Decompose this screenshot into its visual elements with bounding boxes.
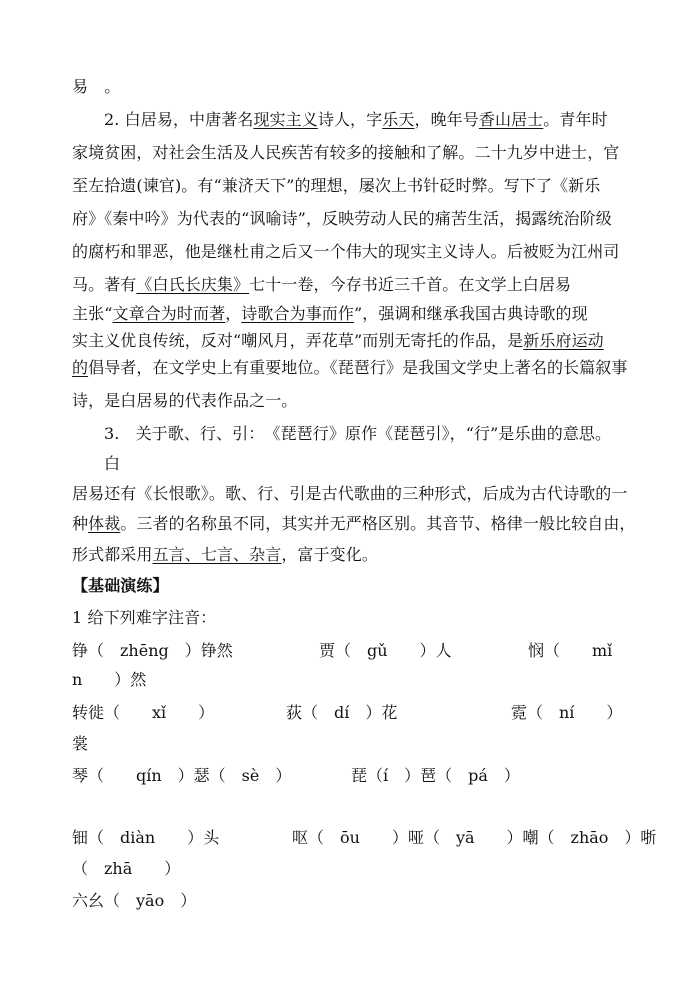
pinyin-item: 荻（ dí ）花	[286, 703, 398, 722]
pinyin-item: 呕（ ōu ）哑（ yā ）嘲（ zhāo ）哳	[292, 828, 657, 847]
term-xiangshan: 香山居士	[478, 110, 544, 129]
quote-2: 诗歌合为事而作	[241, 304, 354, 323]
pinyin-item: 霓（ ní ）	[511, 703, 623, 722]
item-2-line-4: 府》《秦中吟》为代表的“讽喻诗”，反映劳动人民的痛苦生活，揭露统治阶级	[72, 209, 612, 228]
book-title: 《白氏长庆集》	[136, 275, 250, 294]
pinyin-wrap: n ）然	[72, 670, 147, 689]
item-3-line-1: 3. 关于歌、行、引： 《琵琶行》原作《琵琶引》，“行”是乐曲的意思。	[104, 424, 612, 443]
item-2-line-5: 的腐朽和罪恶，他是继杜甫之后又一个伟大的现实主义诗人。后被贬为江州司	[72, 242, 620, 261]
term-letian: 乐天	[382, 110, 415, 129]
item-2-line-2: 家境贫困，对社会生活及人民疾苦有较多的接触和了解。二十九岁中进士，官	[72, 143, 620, 162]
item-2-line-7: 主张“文章合为时而著，诗歌合为事而作”，强调和继承我国古典诗歌的现	[72, 304, 588, 323]
item-3-line-3: 居易还有《长恨歌》。歌、行、引是古代歌曲的三种形式，后成为古代诗歌的一	[72, 484, 628, 503]
pinyin-wrap: 裳	[72, 734, 89, 753]
pinyin-item: 铮（ zhēng ）铮然	[72, 641, 233, 660]
item-2-line-6: 马。著有《白氏长庆集》七十一卷，今存书近三千首。在文学上白居易	[72, 275, 572, 294]
pinyin-item: 转徙（ xǐ ）	[72, 703, 215, 722]
question-1-title: 1 给下列难字注音：	[72, 608, 217, 627]
item-2-line-8: 实主义优良传统，反对“嘲风月，弄花草”而别无寄托的作品，是新乐府运动	[72, 331, 604, 350]
quote-1: 文章合为时而著	[112, 304, 226, 323]
item-2-line-9: 的倡导者，在文学史上有重要地位。《琵琶行》是我国文学史上著名的长篇叙事	[72, 358, 628, 377]
term-forms: 五言、七言、杂言	[152, 545, 282, 564]
paragraph-line: 易 。	[72, 77, 121, 96]
pinyin-item: 琵（í ）琶（ pá ）	[351, 766, 520, 785]
term-genre: 体裁	[88, 514, 121, 533]
term-realism: 现实主义	[253, 110, 318, 129]
item-3-line-5: 形式都采用五言、七言、杂言，富于变化。	[72, 545, 378, 564]
item-2-line-10: 诗，是白居易的代表作品之一。	[72, 391, 298, 410]
pinyin-item: 贾（ gǔ ）人	[319, 641, 452, 660]
pinyin-wrap: （ zhā ）	[72, 859, 181, 878]
item-2-line-1: 2. 白居易，中唐著名现实主义诗人，字乐天，晚年号香山居士。青年时	[104, 110, 608, 129]
pinyin-item: 六幺（ yāo ）	[72, 891, 197, 910]
pinyin-item: 钿（ diàn ）头	[72, 828, 220, 847]
pinyin-item: 悯（ mǐ	[528, 641, 613, 660]
term-movement: 新乐府运动	[523, 331, 604, 350]
item-2-line-3: 至左拾遗(谏官)。有“兼济天下”的理想，屡次上书针砭时弊。写下了《新乐	[72, 176, 601, 195]
item-3-line-2: 白	[104, 454, 121, 473]
pinyin-item: 琴（ qín ）瑟（ sè ）	[72, 766, 292, 785]
section-title: 【基础演练】	[72, 576, 169, 595]
item-3-line-4: 种体裁。三者的名称虽不同，其实并无严格区别。其音节、格律一般比较自由，	[72, 514, 636, 533]
